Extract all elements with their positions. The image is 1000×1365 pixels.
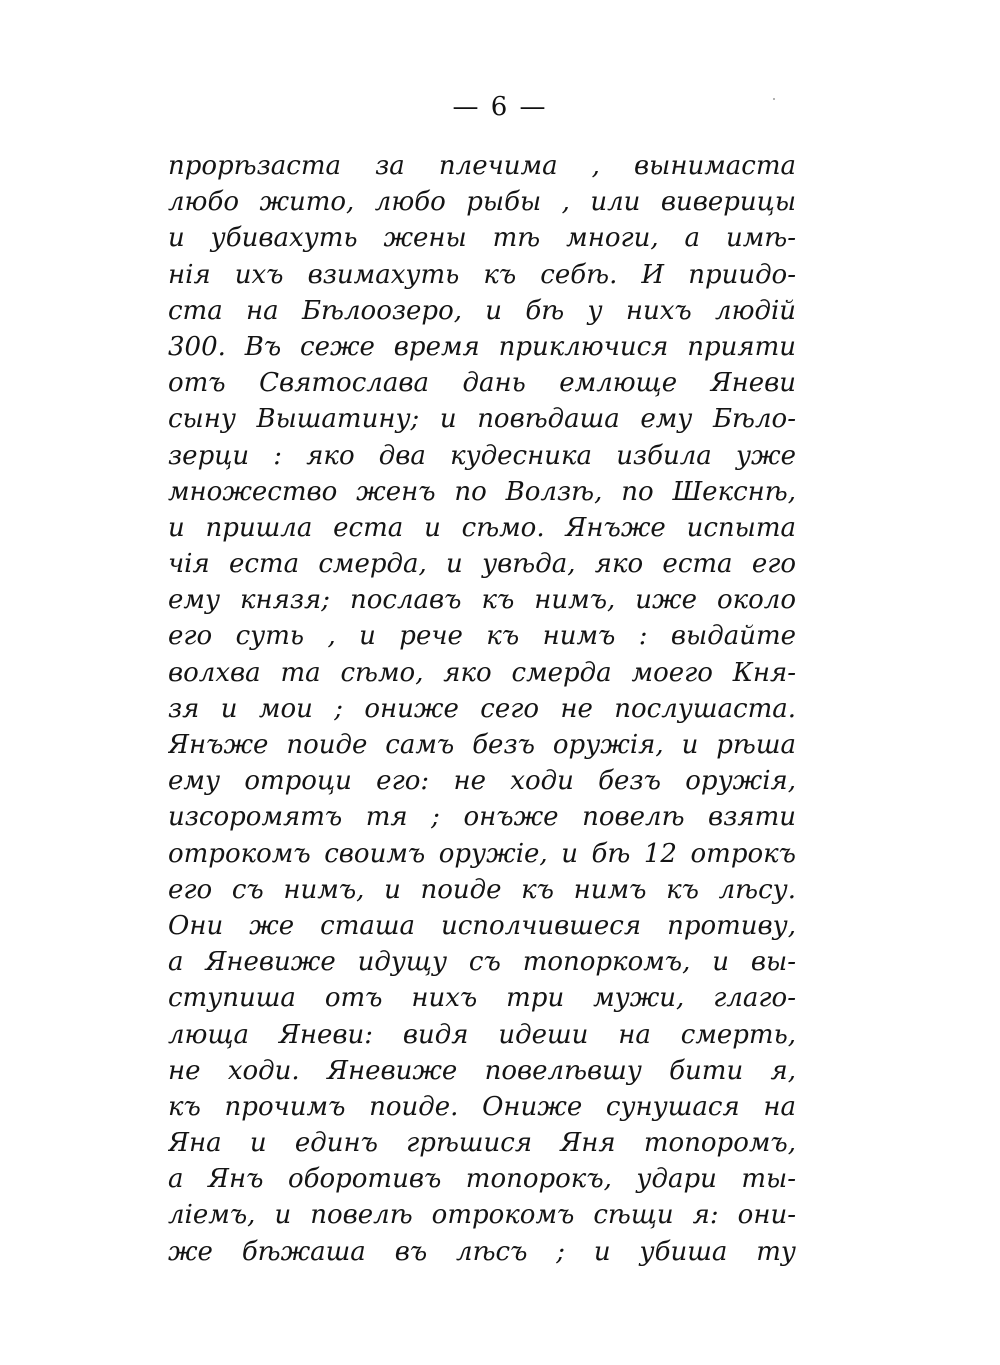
text-line: чія еста смерда, и увѣда, яко еста его <box>168 549 796 580</box>
text-line: отрокомъ своимъ оружіе, и бѣ 12 отрокъ <box>168 838 796 869</box>
text-line: ему отроци его: не ходи безъ оружія, <box>168 766 796 797</box>
text-line: его съ нимъ, и поиде къ нимъ къ лѣсу. <box>168 874 796 905</box>
text-line: множество женъ по Волзѣ, по Шекснѣ, <box>168 476 796 507</box>
text-line: Янъже поиде самъ безъ оружія, и рѣша <box>168 730 796 760</box>
text-line: къ прочимъ поиде. Ониже сунушася на <box>168 1091 796 1122</box>
page-body-text <box>168 148 796 1270</box>
text-line: ему князя; пославъ къ нимъ, иже около <box>168 585 796 616</box>
text-line: его суть , и рече къ нимъ : выдайте <box>168 621 796 652</box>
text-line: а Янъ оборотивъ топорокъ, удари ты- <box>168 1164 796 1195</box>
text-line: изсоромятъ тя ; онъже повелѣ взяти <box>168 802 796 833</box>
text-line: же бѣжаша въ лѣсъ ; и убиша ту <box>168 1236 796 1267</box>
text-line: ступиша отъ нихъ три мужи, глаго- <box>168 983 796 1014</box>
text-line: ста на Бѣлоозеро, и бѣ у нихъ людій <box>168 295 796 326</box>
text-line: нія ихъ взимахуть къ себѣ. И приидо- <box>168 259 796 290</box>
paper-speck <box>773 98 775 100</box>
text-line: Яна и единъ грѣшися Яня топоромъ, <box>168 1128 796 1159</box>
text-line: а Яневиже идущу съ топоркомъ, и вы- <box>168 947 796 978</box>
text-line: не ходи. Яневиже повелѣвшу бити я, <box>168 1055 796 1086</box>
text-line: ліемъ, и повелѣ отрокомъ сѣщи я: они- <box>168 1200 796 1231</box>
text-line: зерци : яко два кудесника избила уже <box>168 440 796 471</box>
text-line: любо жито, любо рыбы , или виверицы <box>168 187 796 218</box>
text-line: люща Яневи: видя идеши на смерть, <box>168 1019 796 1050</box>
text-line: сыну Вышатину; и повѣдаша ему Бѣло- <box>168 404 796 435</box>
text-line: зя и мои ; ониже сего не послушаста. <box>168 693 796 724</box>
text-line: отъ Святослава дань емлюще Яневи <box>168 368 796 399</box>
text-line: 300. Въ сеже время приключися прияти <box>168 331 796 362</box>
text-line: прорѣзаста за плечима , вынимаста <box>168 151 796 181</box>
text-line: волхва та сѣмо, яко смерда моего Кня- <box>168 657 796 688</box>
text-line: и пришла еста и сѣмо. Янъже испыта <box>168 512 796 543</box>
text-line: и убивахуть жены тѣ многи, а имѣ- <box>168 223 796 254</box>
page-number: — 6 — <box>452 92 548 122</box>
text-line: Они же сташа исполчившеся противу, <box>168 910 796 941</box>
